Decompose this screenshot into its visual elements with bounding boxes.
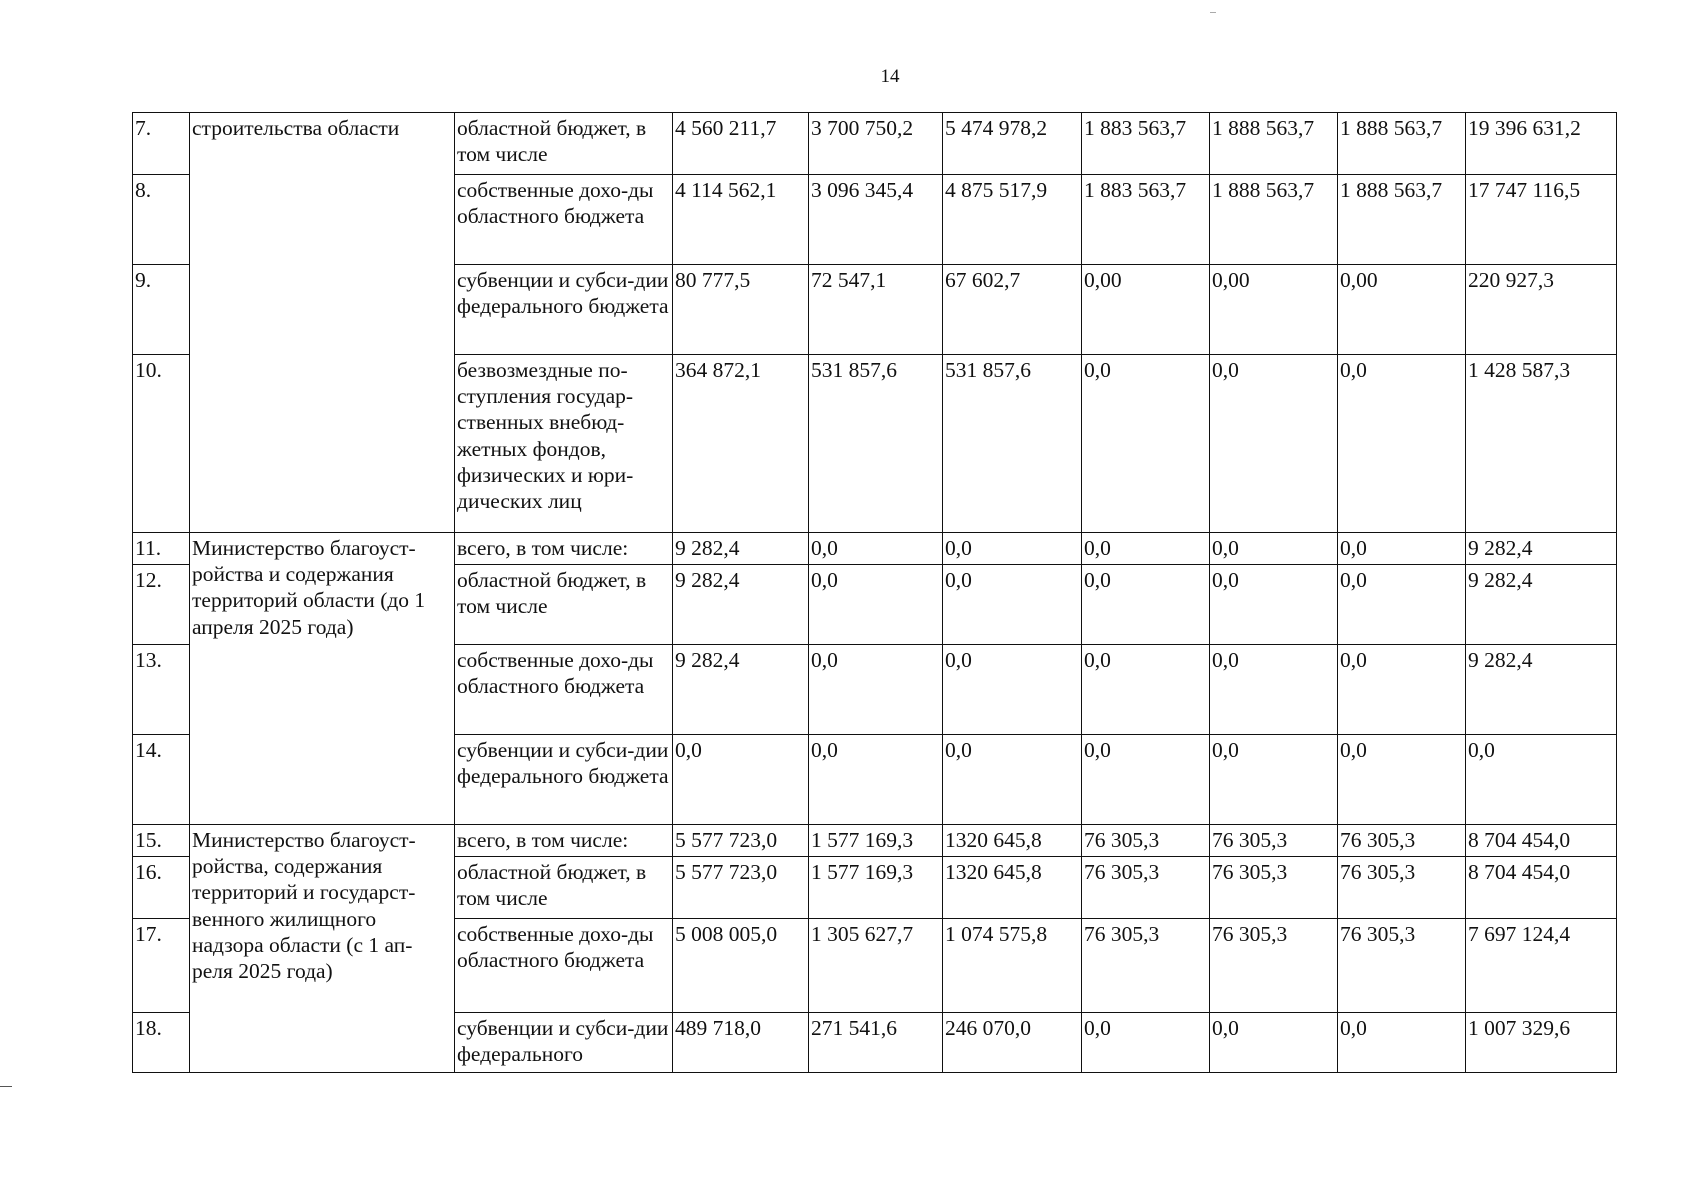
value-cell: 76 305,3 [1210,825,1338,857]
value-cell: 67 602,7 [943,265,1082,355]
value-cell: 531 857,6 [809,355,943,533]
value-cell: 0,0 [943,565,1082,645]
value-cell: 0,0 [943,735,1082,825]
value-cell: 1 577 169,3 [809,825,943,857]
value-cell: 5 577 723,0 [673,825,809,857]
value-cell: 1 074 575,8 [943,919,1082,1013]
funding-source-cell: собственные дохо-ды областного бюджета [455,175,673,265]
table-body [133,113,1617,1073]
value-cell: 1 888 563,7 [1338,113,1466,175]
value-cell: 0,0 [1210,645,1338,735]
row-number-cell: 15. [133,825,190,857]
value-cell: 76 305,3 [1082,825,1210,857]
value-cell: 0,0 [1338,533,1466,565]
value-cell: 0,00 [1338,265,1466,355]
value-cell: 1320 645,8 [943,857,1082,919]
value-cell: 80 777,5 [673,265,809,355]
total-value-cell: 9 282,4 [1466,565,1617,645]
table-row [133,533,1617,565]
funding-source-cell: всего, в том числе: [455,533,673,565]
row-number-cell: 7. [133,113,190,175]
funding-source-cell: субвенции и субси-дии федерального [455,1013,673,1073]
value-cell: 76 305,3 [1338,857,1466,919]
value-cell: 0,0 [1082,735,1210,825]
value-cell: 4 114 562,1 [673,175,809,265]
executor-cell: Министерство благоуст-ройства и содержания территорий области (до 1 апреля 2025 года) [190,533,455,825]
value-cell: 0,0 [1210,565,1338,645]
value-cell: 0,0 [1338,645,1466,735]
row-number-cell: 10. [133,355,190,533]
value-cell: 5 577 723,0 [673,857,809,919]
total-value-cell: 7 697 124,4 [1466,919,1617,1013]
funding-source-cell: собственные дохо-ды областного бюджета [455,645,673,735]
value-cell: 0,0 [1082,1013,1210,1073]
row-number-cell: 18. [133,1013,190,1073]
value-cell: 3 096 345,4 [809,175,943,265]
value-cell: 271 541,6 [809,1013,943,1073]
total-value-cell: 19 396 631,2 [1466,113,1617,175]
value-cell: 1 883 563,7 [1082,175,1210,265]
value-cell: 0,0 [1210,1013,1338,1073]
table-row [133,825,1617,857]
value-cell: 76 305,3 [1082,919,1210,1013]
page-number: 14 [880,66,900,87]
executor-cell: строительства области [190,113,455,533]
value-cell: 1 577 169,3 [809,857,943,919]
value-cell: 1 305 627,7 [809,919,943,1013]
value-cell: 4 560 211,7 [673,113,809,175]
total-value-cell: 17 747 116,5 [1466,175,1617,265]
total-value-cell: 1 428 587,3 [1466,355,1617,533]
value-cell: 364 872,1 [673,355,809,533]
value-cell: 489 718,0 [673,1013,809,1073]
value-cell: 0,0 [673,735,809,825]
total-value-cell: 8 704 454,0 [1466,825,1617,857]
total-value-cell: 9 282,4 [1466,533,1617,565]
funding-source-cell: субвенции и субси-дии федерального бюджета [455,265,673,355]
value-cell: 1320 645,8 [943,825,1082,857]
value-cell: 1 883 563,7 [1082,113,1210,175]
value-cell: 0,00 [1082,265,1210,355]
funding-source-cell: всего, в том числе: [455,825,673,857]
total-value-cell: 9 282,4 [1466,645,1617,735]
value-cell: 0,0 [1338,565,1466,645]
value-cell: 5 474 978,2 [943,113,1082,175]
row-number-cell: 13. [133,645,190,735]
margin-mark [0,1086,12,1087]
total-value-cell: 1 007 329,6 [1466,1013,1617,1073]
funding-source-cell: областной бюджет, в том числе [455,565,673,645]
funding-source-cell: областной бюджет, в том числе [455,857,673,919]
row-number-cell: 12. [133,565,190,645]
budget-table [132,112,1617,1073]
value-cell: 0,0 [1082,645,1210,735]
value-cell: 76 305,3 [1210,919,1338,1013]
value-cell: 246 070,0 [943,1013,1082,1073]
row-number-cell: 11. [133,533,190,565]
value-cell: 0,0 [1082,565,1210,645]
scan-mark [1210,12,1216,13]
value-cell: 0,0 [1082,355,1210,533]
value-cell: 9 282,4 [673,565,809,645]
value-cell: 9 282,4 [673,533,809,565]
value-cell: 0,0 [809,645,943,735]
value-cell: 5 008 005,0 [673,919,809,1013]
row-number-cell: 17. [133,919,190,1013]
funding-source-cell: собственные дохо-ды областного бюджета [455,919,673,1013]
value-cell: 0,0 [1338,735,1466,825]
funding-source-cell: областной бюджет, в том числе [455,113,673,175]
funding-source-cell: безвозмездные по-ступления государ-ственных внебюд-жетных фондов, физических и юри-дических лиц [455,355,673,533]
value-cell: 0,0 [809,735,943,825]
value-cell: 0,0 [1338,355,1466,533]
value-cell: 0,0 [1210,735,1338,825]
value-cell: 1 888 563,7 [1210,113,1338,175]
value-cell: 0,0 [1338,1013,1466,1073]
value-cell: 1 888 563,7 [1210,175,1338,265]
row-number-cell: 9. [133,265,190,355]
value-cell: 76 305,3 [1210,857,1338,919]
total-value-cell: 0,0 [1466,735,1617,825]
executor-cell: Министерство благоуст-ройства, содержания территорий и государст-венного жилищного надзора области (с 1 ап-реля 2025 года) [190,825,455,1073]
value-cell: 0,0 [1210,355,1338,533]
value-cell: 76 305,3 [1338,919,1466,1013]
total-value-cell: 220 927,3 [1466,265,1617,355]
row-number-cell: 8. [133,175,190,265]
value-cell: 0,0 [1210,533,1338,565]
value-cell: 76 305,3 [1082,857,1210,919]
value-cell: 0,0 [943,645,1082,735]
row-number-cell: 16. [133,857,190,919]
value-cell: 72 547,1 [809,265,943,355]
value-cell: 3 700 750,2 [809,113,943,175]
value-cell: 0,00 [1210,265,1338,355]
value-cell: 0,0 [809,565,943,645]
value-cell: 4 875 517,9 [943,175,1082,265]
value-cell: 0,0 [809,533,943,565]
value-cell: 0,0 [1082,533,1210,565]
value-cell: 531 857,6 [943,355,1082,533]
value-cell: 0,0 [943,533,1082,565]
value-cell: 76 305,3 [1338,825,1466,857]
row-number-cell: 14. [133,735,190,825]
total-value-cell: 8 704 454,0 [1466,857,1617,919]
funding-source-cell: субвенции и субси-дии федерального бюджета [455,735,673,825]
value-cell: 9 282,4 [673,645,809,735]
table-row [133,113,1617,175]
value-cell: 1 888 563,7 [1338,175,1466,265]
